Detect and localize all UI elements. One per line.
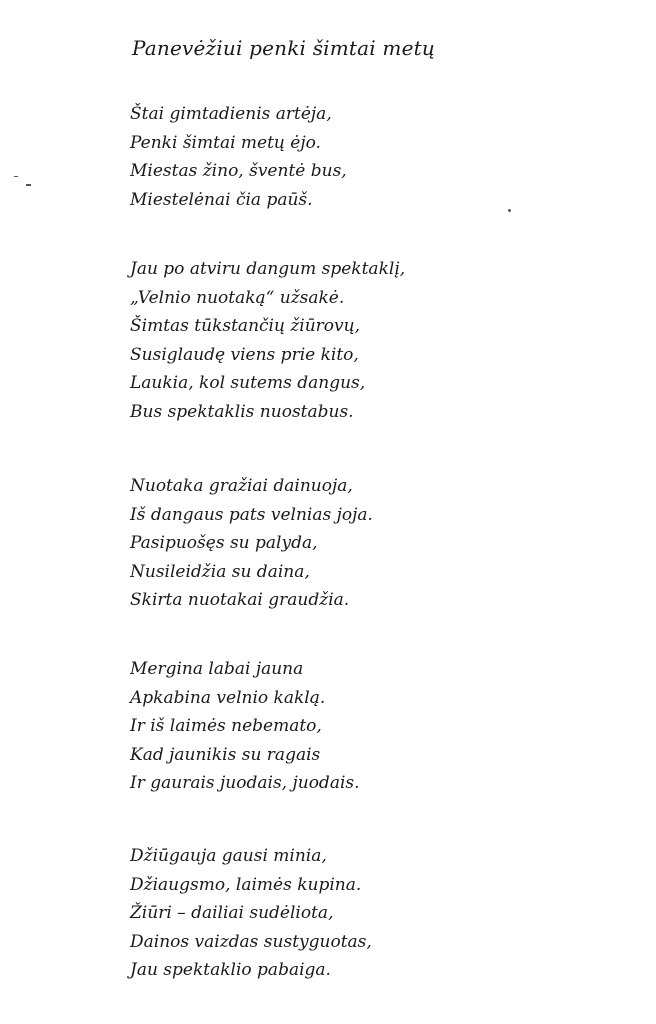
poem-line: Iš dangaus pats velnias joja. xyxy=(130,504,373,525)
scan-speck xyxy=(26,184,31,186)
poem-line: Nuotaka gražiai dainuoja, xyxy=(130,476,353,496)
poem-line: Žiūri – dailiai sudėliota, xyxy=(130,903,334,923)
poem-line: Jau po atviru dangum spektaklį, xyxy=(130,259,406,279)
poem-line: Šimtas tūkstančių žiūrovų, xyxy=(130,316,360,336)
poem-line: Susiglaudę viens prie kito, xyxy=(130,344,359,365)
poem-line: Džiūgauja gausi minia, xyxy=(130,846,327,866)
poem-line: Skirta nuotakai graudžia. xyxy=(130,590,350,610)
poem-line: Pasipuošęs su palyda, xyxy=(130,533,318,553)
poem-line: Penki šimtai metų ėjo. xyxy=(130,132,321,153)
scan-speck xyxy=(14,176,18,177)
poem-line: Miestas žino, šventė bus, xyxy=(130,161,347,181)
poem-line: Ir gaurais juodais, juodais. xyxy=(130,773,360,793)
poem-line: Štai gimtadienis artėja, xyxy=(130,104,332,124)
stanza-2 xyxy=(130,255,405,426)
poem-line: Kad jaunikis su ragais xyxy=(130,744,321,765)
poem-line: Ir iš laimės nebemato, xyxy=(130,716,322,736)
poem-line: Džiaugsmo, laimės kupina. xyxy=(130,874,362,895)
stanza-5 xyxy=(130,842,372,985)
poem-line: Jau spektaklio pabaiga. xyxy=(130,960,331,980)
poem-line: Mergina labai jauna xyxy=(130,659,304,679)
poem-line: Dainos vaizdas sustyguotas, xyxy=(130,931,372,952)
poem-line: Apkabina velnio kaklą. xyxy=(130,687,326,708)
poem-line: Bus spektaklis nuostabus. xyxy=(130,401,354,422)
stanza-3 xyxy=(130,472,373,615)
poem-title: Panevėžiui penki šimtai metų xyxy=(132,36,435,60)
poem-line: Laukia, kol sutems dangus, xyxy=(130,373,366,393)
stanza-4 xyxy=(130,655,360,798)
scan-speck xyxy=(508,209,511,212)
poem-line: Nusileidžia su daina, xyxy=(130,561,310,582)
poem-line: Miestelėnai čia paūš. xyxy=(130,189,313,210)
poem-line: „Velnio nuotaką“ užsakė. xyxy=(130,287,345,308)
stanza-1 xyxy=(130,100,347,214)
